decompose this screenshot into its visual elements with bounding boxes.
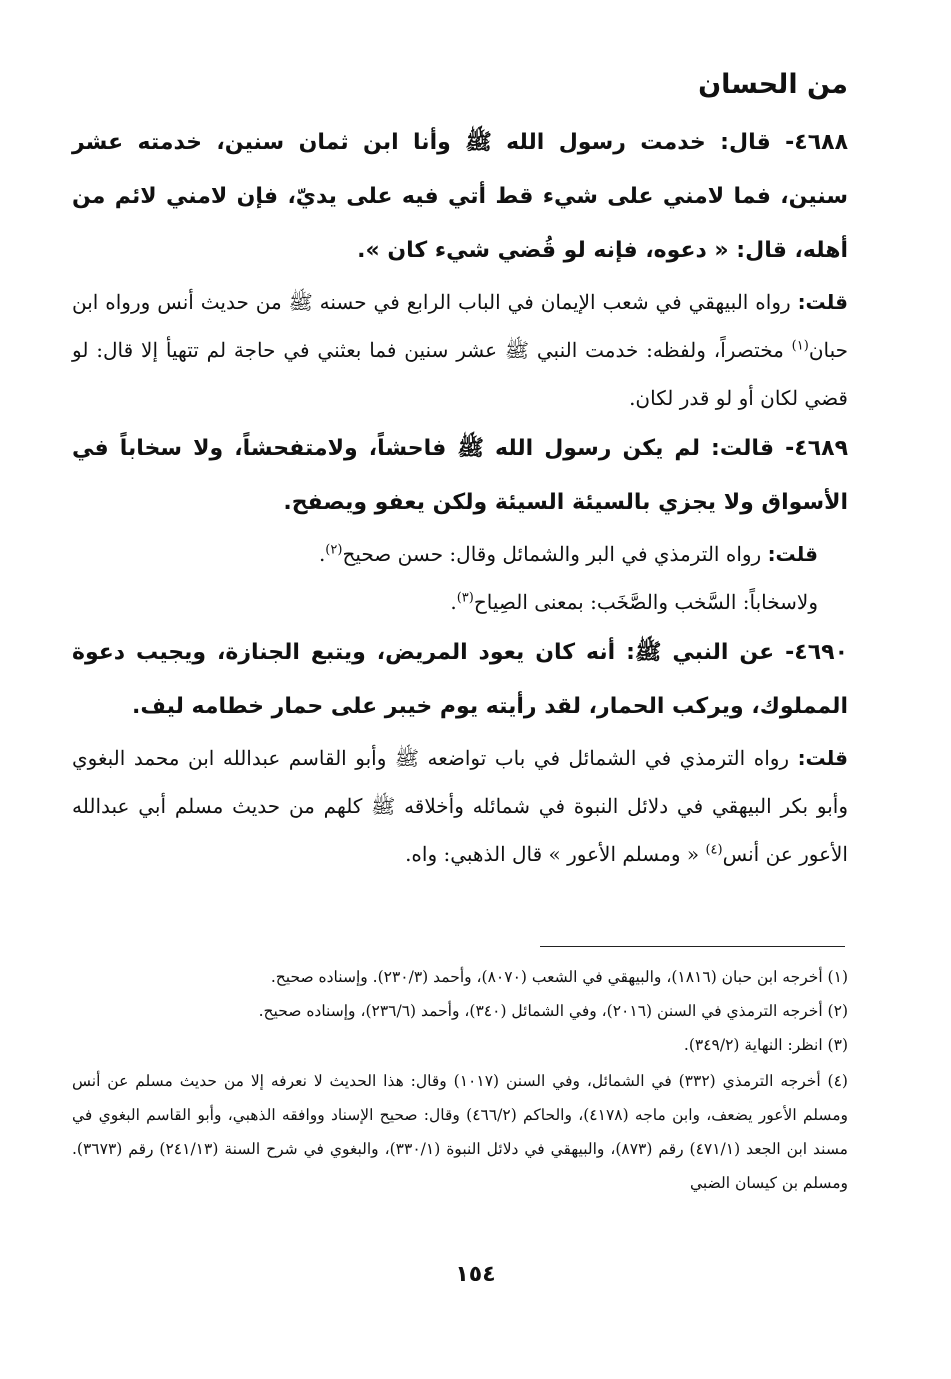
commentary-text: رواه الترمذي في البر والشمائل وقال: حسن صحيح <box>342 542 768 566</box>
footnote-ref-2[interactable]: (٢) <box>325 542 343 558</box>
commentary-lead: قلت: <box>767 542 818 566</box>
footnote-ref-3[interactable]: (٣) <box>456 590 474 606</box>
word-gloss <box>72 578 848 626</box>
gloss-end: . <box>450 590 457 614</box>
section-title: من الحسان <box>698 69 848 100</box>
main-text <box>72 60 848 878</box>
commentary-lead: قلت: <box>797 290 848 314</box>
page-number: ١٥٤ <box>455 1262 496 1287</box>
commentary-4688 <box>72 278 848 422</box>
footnote-ref-4[interactable]: (٤) <box>705 842 723 858</box>
commentary-lead: قلت: <box>797 746 848 770</box>
commentary-4689 <box>72 530 848 578</box>
hadith-4689: ٤٦٨٩- قالت: لم يكن رسول الله ﷺ فاحشاً، ولامتفحشاً، ولا سخاباً في الأسواق ولا يجزي بالسيئة السيئة ولكن يعفو ويصفح. <box>72 436 848 515</box>
commentary-text: رواه الترمذي في الشمائل في باب تواضعه ﷺ وأبو القاسم عبدالله ابن محمد البغوي وأبو بكر البيهقي في دلائل النبوة في شمائله وأخلاقه ﷺ كلهم من حديث مسلم أبي عبدالله الأعور عن أنس <box>72 746 848 866</box>
footnote-1: (١) أخرجه ابن حبان (١٨١٦)، والبيهقي في الشعب (٨٠٧٠)، وأحمد (٢٣٠/٣). وإسناده صحيح. <box>270 968 848 986</box>
hadith-4690: ٤٦٩٠- عن النبي ﷺ: أنه كان يعود المريض، ويتبع الجنازة، ويجيب دعوة المملوك، ويركب الحمار، لقد رأيته يوم خيبر على حمار خطامه ليف. <box>72 640 848 719</box>
footnote-4: (٤) أخرجه الترمذي (٣٣٢) في الشمائل، وفي السنن (١٠١٧) وقال: هذا الحديث لا نعرفه إلا من حديث مسلم عن أنس ومسلم الأعور يضعف، وابن ماجه (٤١٧٨)، والحاكم (٤٦٦/٢) وقال: صحيح الإسناد ووافقه الذهبي، وأبو القاسم البغوي في مسند ابن الجعد (٤٧١/١) رقم (٨٧٣)، والبيهقي في دلائل النبوة (٣٣٠/١)، والبغوي في شرح السنة (٢٤١/١٣) رقم (٣٦٧٣). ومسلم بن كيسان الضبي <box>72 1072 849 1192</box>
commentary-text: « ومسلم الأعور » قال الذهبي: واه. <box>405 842 706 866</box>
commentary-text: رواه البيهقي في شعب الإيمان في الباب الرابع في حسنه ﷺ من حديث أنس ورواه ابن حبان <box>72 290 848 362</box>
footnote-3: (٣) انظر: النهاية (٣٤٩/٢). <box>683 1036 848 1054</box>
hadith-4688: ٤٦٨٨- قال: خدمت رسول الله ﷺ وأنا ابن ثمان سنين، خدمته عشر سنين، فما لامني على شيء قط أتي فيه على يديّ، فإن لامني لائم من أهله، قال: « دعوه، فإنه لو قُضي شيء كان ». <box>72 130 848 263</box>
footnote-divider <box>540 946 845 947</box>
footnote-ref-1[interactable]: (١) <box>791 338 809 354</box>
footnote-2: (٢) أخرجه الترمذي في السنن (٢٠١٦)، وفي الشمائل (٣٤٠)، وأحمد (٢٣٦/٦)، وإسناده صحيح. <box>258 1002 848 1020</box>
commentary-end: . <box>318 542 326 566</box>
gloss-text: ولاسخاباً: السَّخب والصَّخَب: بمعنى الصِياح <box>473 590 818 614</box>
commentary-text: مختصراً، ولفظه: خدمت النبي ﷺ عشر سنين فما بعثني في حاجة لم تتهيأ إلا قال: لو قضي لكان أو لو قدر لكان. <box>72 338 848 410</box>
footnotes <box>72 962 848 1204</box>
commentary-4690 <box>72 734 848 878</box>
